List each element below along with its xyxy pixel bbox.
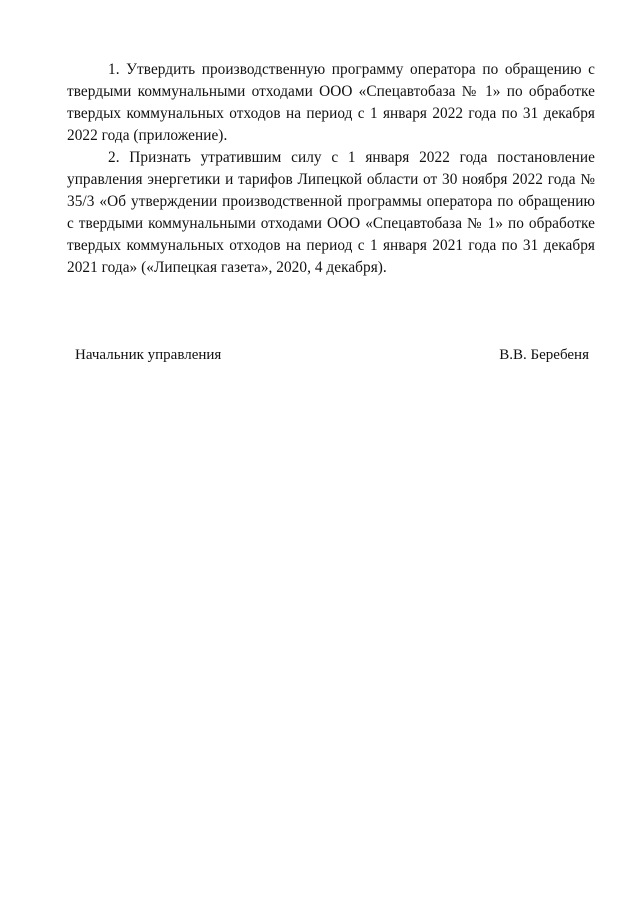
paragraph-1: 1. Утвердить производственную программу оператора по обращению с твердыми коммунальными отходами ООО «Спецавтобаза № 1» по обработке твердых коммунальных отходов на период с 1 января 2022 года по 31 декабря 2022 года (приложение). [67,61,595,144]
document-body [67,59,595,279]
signatory-position: Начальник управления [75,347,222,363]
signatory-name: В.В. Беребеня [499,347,589,363]
paragraph-2: 2. Признать утратившим силу с 1 января 2022 года постановление управления энергетики и тарифов Липецкой области от 30 ноября 2022 года № 35/3 «Об утверждении производственной программы оператора по обращению с твердыми коммунальными отходами ООО «Спецавтобаза № 1» по обработке твердых коммунальных отходов на период с 1 января 2021 года по 31 декабря 2021 года» («Липецкая газета», 2020, 4 декабря). [67,149,595,276]
signature-block [75,345,589,365]
